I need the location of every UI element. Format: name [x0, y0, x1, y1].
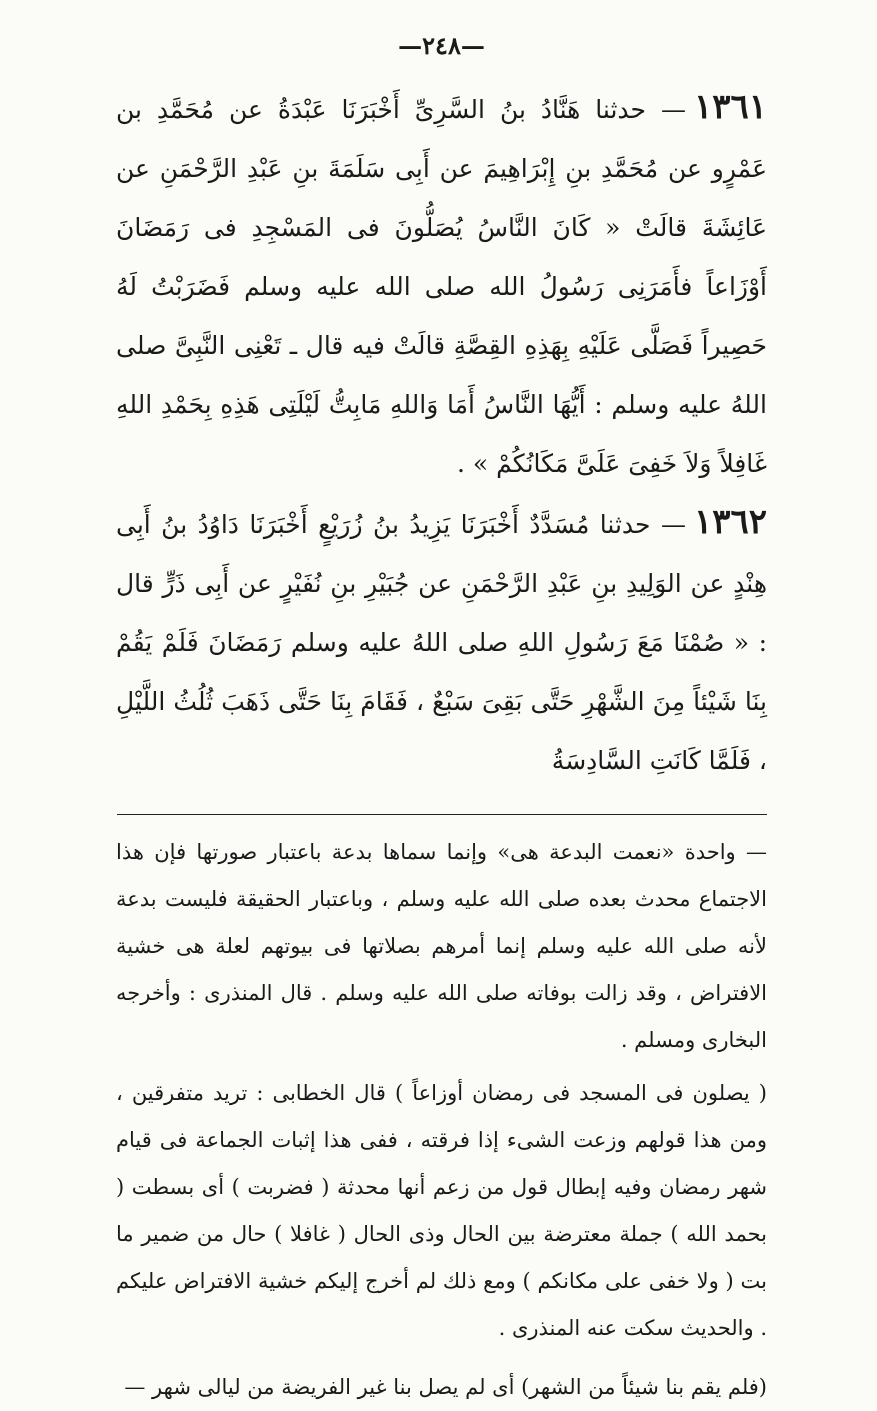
hadith-body: — حدثنا هَنَّادُ بنُ السَّرِىِّ أَخْبَرَنَا عَبْدَةُ عن مُحَمَّدِ بن عَمْرٍو عن مُحَمَّدِ بنِ إِبْرَاهِيمَ عن أَبِى سَلَمَةَ بنِ عَبْدِ الرَّحْمَنِ عن عَائِشَةَ قالَتْ « كَانَ النَّاسُ يُصَلُّونَ فى المَسْجِدِ فى رَمَضَانَ أَوْزَاعاً فأَمَرَنِى رَسُولُ الله صلى الله عليه وسلم فَضَرَبْتُ لَهُ حَصِيراً فَصَلَّى عَلَيْهِ بِهَذِهِ القِصَّةِ قالَتْ فيه قال ـ تَعْنِى النَّبِىَّ صلى اللهُ عليه وسلم : أَيُّهَا النَّاسُ أَمَا وَاللهِ مَابِتُّ لَيْلَتِى هَذِهِ بِحَمْدِ اللهِ غَافِلاً وَلاَ خَفِىَ عَلَىَّ مَكَانُكُمْ » .	[116, 95, 767, 478]
footnote-divider	[117, 814, 767, 815]
hadith-1361	[116, 78, 767, 493]
hadith-number: ١٣٦١	[693, 87, 767, 127]
hadith-body: — حدثنا مُسَدَّدٌ أَخْبَرَنَا يَزِيدُ بنُ زُرَيْعٍ أَخْبَرَنَا دَاوُدُ بنُ أَبِى هِنْدٍ عن الوَلِيدِ بنِ عَبْدِ الرَّحْمَنِ عن جُبَيْرِ بنِ نُفَيْرٍ عن أَبِى ذَرٍّ قال : « صُمْنَا مَعَ رَسُولِ اللهِ صلى اللهُ عليه وسلم رَمَضَانَ فَلَمْ يَقُمْ بِنَا شَيْئاً مِنَ الشَّهْرِ حَتَّى بَقِىَ سَبْعٌ ، فَقَامَ بِنَا حَتَّى ذَهَبَ ثُلُثُ اللَّيْلِ ، فَلَمَّا كَانَتِ السَّادِسَةُ	[116, 510, 767, 775]
hadith-number: ١٣٦٢	[693, 502, 767, 542]
commentary-paragraph: ( يصلون فى المسجد فى رمضان أوزاعاً ) قال الخطابى : تريد متفرقين ، ومن هذا قولهم وزعت الشىء إذا فرقته ، ففى هذا إثبات الجماعة فى قيام شهر رمضان وفيه إبطال قول من زعم أنها محدثة ( فضربت ) أى بسطت ( بحمد الله ) جملة معترضة بين الحال وذى الحال ( غافلا ) حال من ضمير ما بت ( ولا خفى على مكانكم ) ومع ذلك لم أخرج إليكم خشية الافتراض عليكم . والحديث سكت عنه المنذرى .	[116, 1081, 767, 1340]
commentary-paragraph: (فلم يقم بنا شيئاً من الشهر) أى لم يصل بنا غير الفريضة من ليالى شهر —	[124, 1375, 767, 1399]
hadith-text-block	[116, 78, 767, 790]
page-number: —٢٤٨—	[398, 31, 485, 60]
hadith-1362	[116, 493, 767, 790]
commentary-paragraph: — واحدة «نعمت البدعة هى» وإنما سماها بدعة باعتبار صورتها فإن هذا الاجتماع محدث بعده صلى الله عليه وسلم ، وباعتبار الحقيقة فليست بدعة لأنه صلى الله عليه وسلم إنما أمرهم بصلاتها فى بيوتهم لعلة هى خشية الافتراض ، وقد زالت بوفاته صلى الله عليه وسلم . قال المنذرى : وأخرجه البخارى ومسلم .	[116, 840, 767, 1052]
commentary-block	[116, 829, 767, 1411]
